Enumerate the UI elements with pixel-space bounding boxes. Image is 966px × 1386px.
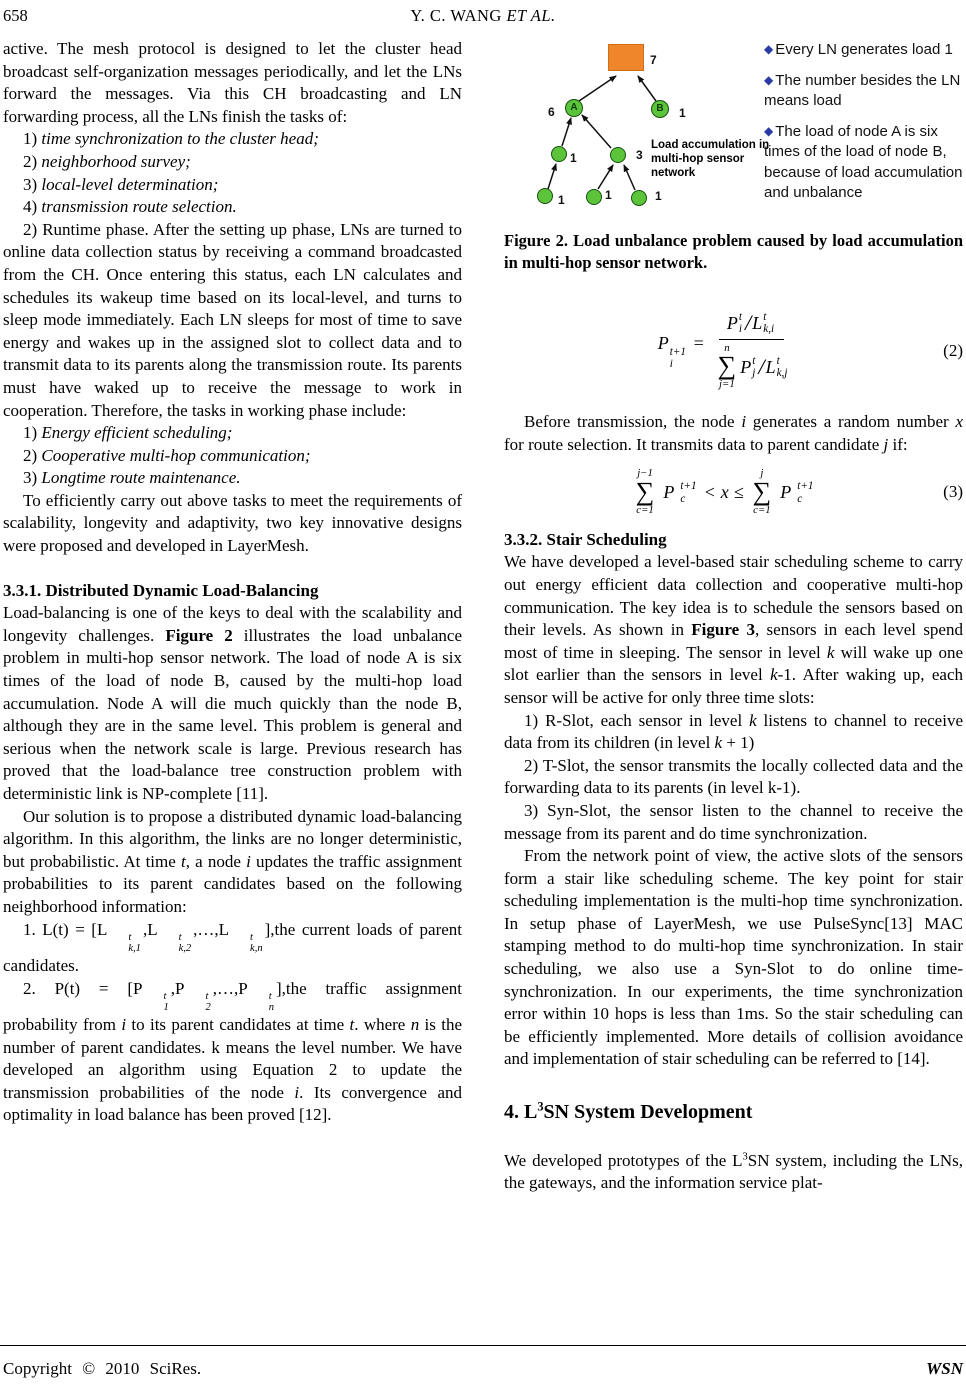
paragraph: From the network point of view, the active slots of the sensors form a stair like scheduling scheme. The key point for stair scheduling implementation is the multi-hop time synchronization. In setup phase of LayerMesh, we use PulseSync[13] MAC stamping method to do multi-hop time synchronization. In stair scheduling, we also use a Syn-Slot to do online time-synchronization. In our experiments, the time synchronization error within 10 hops is less than 1ms. So the stair scheduling can be efficiently implemented. More details of collision avoidance and implementation of stair scheduling can be referred to [14]. (504, 846, 963, 1069)
journal-abbreviation: WSN (926, 1359, 963, 1378)
node-a: A (565, 99, 583, 117)
figure-annotation: Load accumulation in multi-hop sensor network (651, 139, 770, 179)
list-item: 1) Energy efficient scheduling; (23, 423, 233, 443)
section-heading-4: 4. $L^3SN$ System Development (504, 1099, 753, 1124)
paragraph: 3) Syn-Slot, the sensor listen to the channel to receive the message from its parent and do time synchronization. (504, 800, 963, 843)
list-item: 1) time synchronization to the cluster head; (23, 129, 319, 149)
task-list-working (3, 422, 462, 490)
equation-3: j−1 ∑ c=1 P t+1 c < x ≤ j ∑ c=1 P t+1 c (3) (635, 467, 963, 516)
diamond-bullet-icon: ◆ (764, 72, 774, 87)
paragraph: We developed prototypes of the $L^3SN$ system, including the LNs, the gateways, and the information service plat- (504, 1150, 963, 1193)
left-column (3, 38, 462, 1195)
equation-2-number: (2) (943, 340, 963, 360)
figure-bullet: ◆ The number besides the LN means load (764, 71, 961, 109)
paragraph: 2) Runtime phase. After the setting up phase, LNs are turned to online data collection status by receiving a command broadcasted from the CH. Once entering this status, each LN calculates and schedules its wakeup time based on its local-level, and turns to sleep mode immediately. Each LN sleeps for most of time to save energy and wakes up in the assigned slot to collect data and to transmit data to its parents along the transmission route. Its parents must have waked up to receive the message to work in cooperation. Therefore, the tasks in working phase include: (3, 219, 462, 420)
figure-bullet: ◆ Every LN generates load 1 (764, 41, 953, 58)
node-a-load-label: 6 (548, 105, 555, 119)
figure-2-diagram (504, 40, 963, 226)
list-item: 3) local-level determination; (23, 174, 219, 194)
section-heading-3-3-1: 3.3.1. Distributed Dynamic Load-Balancing (3, 580, 319, 600)
node-b-load-label: 1 (679, 106, 686, 120)
figure-2-caption: Figure 2. Load unbalance problem caused by load accumulation in multi-hop sensor network. (504, 231, 963, 272)
sink-load-label: 7 (650, 53, 657, 67)
definition-P: 2. P(t) = [P t 1 ,P t 2 ,…,P t n ],the traffic assignment probability from i to its parent candidates at time t. where n is the number of parent candidates. k means the level number. We have developed an algorithm using Equation 2 to update the transmission probabilities of the node i. Its convergence and optimality in load balance has been proved [12]. (3, 978, 463, 1125)
list-item: 2) Cooperative multi-hop communication; (23, 445, 311, 465)
paragraph: 2) T-Slot, the sensor transmits the locally collected data and the forwarding data to its parents (in level k-1). (504, 755, 963, 798)
paragraph: Before transmission, the node i generates a random number x for route selection. It transmits data to parent candidate j if: (504, 412, 963, 454)
footer-rule (0, 1345, 966, 1346)
right-column (504, 38, 963, 1195)
list-item: 4) transmission route selection. (23, 197, 237, 217)
paragraph: We have developed a level-based stair scheduling scheme to carry out energy efficient data collection and cooperative multi-hop communication. The key idea is to schedule the sensors based on their levels. As shown in Figure 3, sensors in each level spend most of time in sleeping. The sensor in level k will wake up one slot earlier than the sensors in level k-1. After waking up, each sensor will be active for only three time slots: (504, 552, 964, 707)
paragraph: To efficiently carry out above tasks to meet the requirements of scalability, longevity and adaptivity, two key innovative designs were proposed and developed in LayerMesh. (3, 490, 462, 556)
node-c2 (610, 147, 626, 163)
arrow-icon (548, 164, 556, 189)
node-d3 (631, 190, 647, 206)
diamond-bullet-icon: ◆ (764, 42, 774, 56)
section-heading-3-3-2: 3.3.2. Stair Scheduling (504, 529, 667, 549)
node-d1-load-label: 1 (558, 193, 565, 207)
node-d2-load-label: 1 (605, 188, 612, 202)
paragraph: 1) R-Slot, each sensor in level k listens to channel to receive data from its children (in level k + 1) (504, 710, 963, 753)
node-d3-load-label: 1 (655, 189, 662, 203)
task-list-setup (3, 128, 462, 218)
arrow-icon (562, 118, 571, 146)
arrow-icon (638, 76, 656, 101)
sink-node (608, 44, 644, 71)
page-number: 658 (3, 6, 28, 25)
running-head: Y. C. WANG ET AL. (410, 6, 556, 25)
paragraph: active. The mesh protocol is designed to let the cluster head broadcast self-organization messages periodically, and let the LNs forward the messages. Via this CH broadcasting and LN forwarding process, all the LNs finish the tasks of: (3, 39, 462, 126)
paragraph: Our solution is to propose a distributed dynamic load-balancing algorithm. In this algorithm, the links are no longer deterministic, but probabilistic. At time t, a node i updates the traffic assignment probabilities to its parent candidates based on the following neighborhood information: (3, 806, 463, 916)
list-item: 2) neighborhood survey; (23, 151, 191, 171)
copyright-text: Copyright © 2010 SciRes. (3, 1359, 202, 1378)
equation-3-number: (3) (943, 482, 963, 502)
equation-2-fraction: P t i / L t k,i n ∑ j=1 P t j / L t k,j (717, 310, 788, 391)
node-d1 (537, 188, 553, 204)
node-d2 (586, 189, 602, 205)
arrow-icon (582, 115, 611, 148)
page-footer (3, 1359, 963, 1379)
figure-bullet: ◆ The load of node A is six times of the load of node B, because of load accumulation and unbalance (764, 122, 963, 201)
arrow-icon (624, 165, 635, 190)
page-header (3, 6, 963, 28)
node-c1 (551, 146, 567, 162)
definition-L: 1. L(t) = [L t k,1 ,L t k,2 ,…,L t k,n ],the current loads of parent candidates. (3, 919, 462, 976)
node-b: B (651, 100, 669, 118)
node-c1-load-label: 1 (570, 151, 577, 165)
equation-2 (504, 311, 963, 391)
two-column-body (3, 38, 963, 1195)
diamond-bullet-icon: ◆ (764, 123, 774, 138)
figure-bullet-list (764, 40, 964, 214)
node-c2-load-label: 3 (636, 148, 643, 162)
arrow-icon (579, 76, 616, 101)
paragraph: Load-balancing is one of the keys to deal with the scalability and longevity challenges. Figure 2 illustrates the load unbalance problem in multi-hop sensor network. The load of node A is six times of the load of node B, caused by the multi-hop load accumulation. Node A will die much quickly than the node B, although they are in the same level. This problem is general and serious when the network scale is large. Previous research has proved that the load-balance tree construction problem with deterministic link is NP-complete [11]. (3, 603, 462, 803)
equation-2-lhs: P t+1 i = (657, 332, 705, 370)
list-item: 3) Longtime route maintenance. (23, 468, 241, 488)
